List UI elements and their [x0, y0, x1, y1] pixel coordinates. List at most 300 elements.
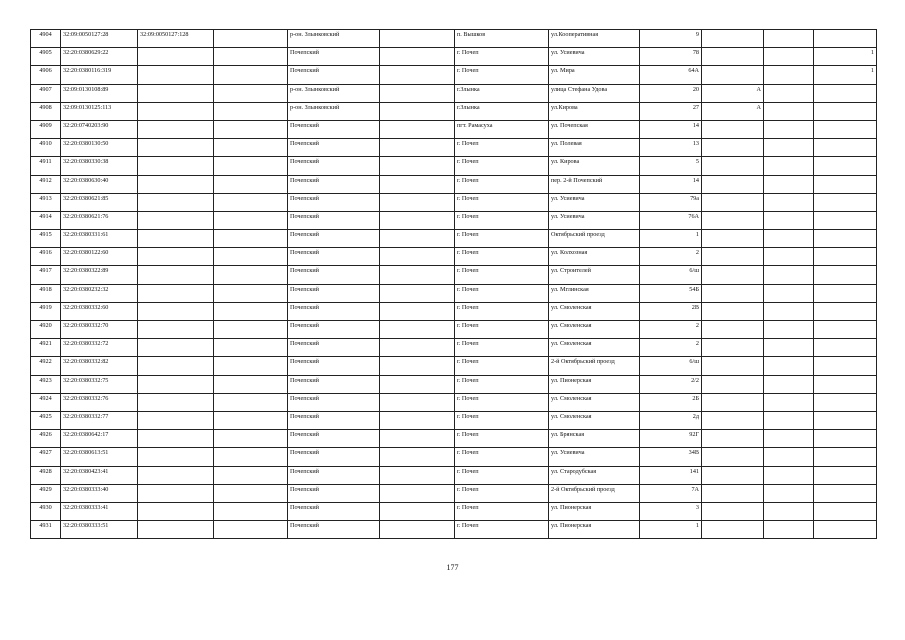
parent-cadastral-cell [138, 375, 214, 393]
cadastral-number-cell: 32:20:0380333:51 [61, 521, 138, 539]
empty-cell [380, 430, 455, 448]
locality-cell: г. Почеп [455, 502, 549, 520]
empty-cell [764, 230, 814, 248]
flag-cell [814, 157, 877, 175]
registry-table [30, 29, 877, 539]
cadastral-number-cell: 32:20:0380621:76 [61, 211, 138, 229]
empty-cell [214, 284, 288, 302]
street-cell: ул. Усиевича [549, 448, 640, 466]
empty-cell [380, 284, 455, 302]
empty-cell [764, 120, 814, 138]
empty-cell [764, 30, 814, 48]
empty-cell [214, 48, 288, 66]
parent-cadastral-cell [138, 193, 214, 211]
row-number-cell: 4914 [31, 211, 61, 229]
empty-cell [764, 411, 814, 429]
empty-cell [764, 248, 814, 266]
empty-cell [214, 466, 288, 484]
empty-cell [214, 102, 288, 120]
empty-cell [214, 393, 288, 411]
table-row [31, 502, 877, 520]
letter-cell [702, 284, 764, 302]
empty-cell [214, 521, 288, 539]
locality-cell: г. Почеп [455, 430, 549, 448]
flag-cell [814, 357, 877, 375]
empty-cell [764, 321, 814, 339]
empty-cell [764, 266, 814, 284]
house-number-cell: 27 [640, 102, 702, 120]
cadastral-number-cell: 32:20:0380332:72 [61, 339, 138, 357]
cadastral-number-cell: 32:09:0050127:28 [61, 30, 138, 48]
house-number-cell: 79а [640, 193, 702, 211]
row-number-cell: 4907 [31, 84, 61, 102]
parent-cadastral-cell [138, 84, 214, 102]
parent-cadastral-cell [138, 357, 214, 375]
row-number-cell: 4913 [31, 193, 61, 211]
district-cell: Почепский [288, 466, 380, 484]
district-cell: р-он. Злынковский [288, 102, 380, 120]
house-number-cell: 9 [640, 30, 702, 48]
flag-cell [814, 302, 877, 320]
flag-cell [814, 284, 877, 302]
empty-cell [380, 266, 455, 284]
house-number-cell: 78 [640, 48, 702, 66]
empty-cell [214, 157, 288, 175]
parent-cadastral-cell [138, 157, 214, 175]
empty-cell [764, 375, 814, 393]
empty-cell [214, 248, 288, 266]
empty-cell [764, 466, 814, 484]
district-cell: Почепский [288, 321, 380, 339]
table-row [31, 102, 877, 120]
table-row [31, 193, 877, 211]
house-number-cell: 34В [640, 448, 702, 466]
letter-cell [702, 430, 764, 448]
district-cell: Почепский [288, 430, 380, 448]
empty-cell [380, 30, 455, 48]
street-cell: ул. Стародубская [549, 466, 640, 484]
empty-cell [764, 211, 814, 229]
letter-cell [702, 230, 764, 248]
letter-cell [702, 393, 764, 411]
table-row [31, 66, 877, 84]
flag-cell [814, 211, 877, 229]
empty-cell [764, 393, 814, 411]
house-number-cell: 2 [640, 321, 702, 339]
district-cell: Почепский [288, 157, 380, 175]
street-cell: ул.Кооперативная [549, 30, 640, 48]
letter-cell [702, 48, 764, 66]
district-cell: Почепский [288, 175, 380, 193]
letter-cell [702, 357, 764, 375]
table-row [31, 393, 877, 411]
empty-cell [380, 193, 455, 211]
letter-cell [702, 466, 764, 484]
house-number-cell: 76А [640, 211, 702, 229]
cadastral-number-cell: 32:20:0380629:22 [61, 48, 138, 66]
street-cell: улица Стефана Удова [549, 84, 640, 102]
flag-cell [814, 120, 877, 138]
table-row [31, 321, 877, 339]
cadastral-number-cell: 32:20:0380332:75 [61, 375, 138, 393]
house-number-cell: 6/ш [640, 357, 702, 375]
house-number-cell: 54Б [640, 284, 702, 302]
table-row [31, 284, 877, 302]
empty-cell [380, 484, 455, 502]
street-cell: ул. Мглинская [549, 284, 640, 302]
row-number-cell: 4928 [31, 466, 61, 484]
house-number-cell: 2д [640, 411, 702, 429]
district-cell: Почепский [288, 211, 380, 229]
empty-cell [764, 175, 814, 193]
row-number-cell: 4930 [31, 502, 61, 520]
row-number-cell: 4925 [31, 411, 61, 429]
empty-cell [764, 502, 814, 520]
letter-cell [702, 175, 764, 193]
letter-cell [702, 157, 764, 175]
page-number: 177 [446, 563, 459, 572]
empty-cell [214, 30, 288, 48]
district-cell: Почепский [288, 139, 380, 157]
empty-cell [214, 302, 288, 320]
street-cell: Октябрьский проезд [549, 230, 640, 248]
cadastral-number-cell: 32:20:0380130:50 [61, 139, 138, 157]
flag-cell [814, 430, 877, 448]
cadastral-number-cell: 32:20:0380423:41 [61, 466, 138, 484]
flag-cell [814, 375, 877, 393]
letter-cell [702, 266, 764, 284]
table-row [31, 430, 877, 448]
empty-cell [764, 430, 814, 448]
letter-cell [702, 30, 764, 48]
parent-cadastral-cell [138, 139, 214, 157]
table-row [31, 175, 877, 193]
empty-cell [764, 302, 814, 320]
locality-cell: пгт. Рамасуха [455, 120, 549, 138]
empty-cell [764, 339, 814, 357]
cadastral-number-cell: 32:20:0380232:32 [61, 284, 138, 302]
empty-cell [214, 339, 288, 357]
table-row [31, 139, 877, 157]
letter-cell [702, 339, 764, 357]
empty-cell [380, 48, 455, 66]
flag-cell [814, 321, 877, 339]
parent-cadastral-cell [138, 339, 214, 357]
empty-cell [380, 66, 455, 84]
street-cell: ул. Пионерская [549, 502, 640, 520]
street-cell: ул. Пионерская [549, 375, 640, 393]
district-cell: Почепский [288, 339, 380, 357]
row-number-cell: 4926 [31, 430, 61, 448]
locality-cell: г. Почеп [455, 266, 549, 284]
district-cell: Почепский [288, 266, 380, 284]
cadastral-number-cell: 32:20:0380642:17 [61, 430, 138, 448]
street-cell: ул. Почепская [549, 120, 640, 138]
empty-cell [764, 357, 814, 375]
empty-cell [214, 266, 288, 284]
street-cell: ул. Строителей [549, 266, 640, 284]
cadastral-number-cell: 32:20:0380330:38 [61, 157, 138, 175]
empty-cell [764, 102, 814, 120]
row-number-cell: 4906 [31, 66, 61, 84]
parent-cadastral-cell [138, 430, 214, 448]
district-cell: Почепский [288, 248, 380, 266]
district-cell: Почепский [288, 375, 380, 393]
empty-cell [380, 248, 455, 266]
flag-cell [814, 175, 877, 193]
district-cell: Почепский [288, 66, 380, 84]
flag-cell [814, 84, 877, 102]
parent-cadastral-cell [138, 521, 214, 539]
letter-cell [702, 248, 764, 266]
row-number-cell: 4916 [31, 248, 61, 266]
street-cell: 2-й Октябрьский проезд [549, 484, 640, 502]
cadastral-number-cell: 32:20:0380322:89 [61, 266, 138, 284]
cadastral-number-cell: 32:20:0380613:51 [61, 448, 138, 466]
table-row [31, 466, 877, 484]
empty-cell [214, 448, 288, 466]
empty-cell [214, 66, 288, 84]
parent-cadastral-cell [138, 284, 214, 302]
district-cell: Почепский [288, 502, 380, 520]
street-cell: ул. Брянская [549, 430, 640, 448]
district-cell: Почепский [288, 393, 380, 411]
letter-cell [702, 484, 764, 502]
locality-cell: г. Почеп [455, 357, 549, 375]
district-cell: Почепский [288, 484, 380, 502]
empty-cell [380, 393, 455, 411]
empty-cell [380, 411, 455, 429]
table-row [31, 211, 877, 229]
house-number-cell: 92Г [640, 430, 702, 448]
street-cell: ул. Колхозная [549, 248, 640, 266]
cadastral-number-cell: 32:20:0380332:60 [61, 302, 138, 320]
letter-cell [702, 411, 764, 429]
row-number-cell: 4923 [31, 375, 61, 393]
empty-cell [764, 193, 814, 211]
street-cell: ул. Смоленская [549, 321, 640, 339]
empty-cell [214, 211, 288, 229]
table-row [31, 157, 877, 175]
row-number-cell: 4909 [31, 120, 61, 138]
empty-cell [380, 521, 455, 539]
street-cell: ул. Пионерская [549, 521, 640, 539]
locality-cell: г. Почеп [455, 411, 549, 429]
row-number-cell: 4920 [31, 321, 61, 339]
locality-cell: г. Почеп [455, 393, 549, 411]
house-number-cell: 3 [640, 502, 702, 520]
table-row [31, 375, 877, 393]
parent-cadastral-cell [138, 230, 214, 248]
empty-cell [214, 375, 288, 393]
row-number-cell: 4917 [31, 266, 61, 284]
row-number-cell: 4929 [31, 484, 61, 502]
empty-cell [380, 466, 455, 484]
district-cell: р-он. Злынковский [288, 84, 380, 102]
flag-cell: 1 [814, 48, 877, 66]
parent-cadastral-cell [138, 411, 214, 429]
row-number-cell: 4910 [31, 139, 61, 157]
empty-cell [764, 448, 814, 466]
cadastral-number-cell: 32:20:0380116:319 [61, 66, 138, 84]
row-number-cell: 4931 [31, 521, 61, 539]
flag-cell [814, 139, 877, 157]
flag-cell [814, 448, 877, 466]
locality-cell: г. Почеп [455, 66, 549, 84]
parent-cadastral-cell [138, 448, 214, 466]
house-number-cell: 2В [640, 302, 702, 320]
table-row [31, 484, 877, 502]
locality-cell: г. Почеп [455, 521, 549, 539]
cadastral-number-cell: 32:20:0380630:40 [61, 175, 138, 193]
street-cell: ул. Смоленская [549, 411, 640, 429]
house-number-cell: 2 [640, 248, 702, 266]
flag-cell [814, 502, 877, 520]
empty-cell [214, 84, 288, 102]
locality-cell: г. Почеп [455, 175, 549, 193]
flag-cell [814, 466, 877, 484]
flag-cell [814, 30, 877, 48]
parent-cadastral-cell: 32:09:0050127:128 [138, 30, 214, 48]
flag-cell [814, 248, 877, 266]
letter-cell [702, 375, 764, 393]
locality-cell: г. Почеп [455, 211, 549, 229]
letter-cell [702, 321, 764, 339]
table-row [31, 448, 877, 466]
cadastral-number-cell: 32:20:0380332:70 [61, 321, 138, 339]
cadastral-number-cell: 32:20:0380332:76 [61, 393, 138, 411]
empty-cell [380, 211, 455, 229]
empty-cell [380, 448, 455, 466]
cadastral-number-cell: 32:20:0380122:60 [61, 248, 138, 266]
empty-cell [214, 120, 288, 138]
house-number-cell: 13 [640, 139, 702, 157]
street-cell: ул. Смоленская [549, 393, 640, 411]
parent-cadastral-cell [138, 248, 214, 266]
row-number-cell: 4919 [31, 302, 61, 320]
empty-cell [214, 502, 288, 520]
flag-cell [814, 102, 877, 120]
flag-cell [814, 193, 877, 211]
house-number-cell: 2 [640, 339, 702, 357]
house-number-cell: 141 [640, 466, 702, 484]
locality-cell: г. Почеп [455, 230, 549, 248]
parent-cadastral-cell [138, 321, 214, 339]
table-row [31, 357, 877, 375]
empty-cell [214, 321, 288, 339]
district-cell: Почепский [288, 48, 380, 66]
row-number-cell: 4912 [31, 175, 61, 193]
row-number-cell: 4904 [31, 30, 61, 48]
house-number-cell: 2/2 [640, 375, 702, 393]
locality-cell: п. Вышков [455, 30, 549, 48]
empty-cell [380, 321, 455, 339]
street-cell: ул. Мира [549, 66, 640, 84]
parent-cadastral-cell [138, 484, 214, 502]
street-cell: 2-й Октябрьский проезд [549, 357, 640, 375]
locality-cell: г. Почеп [455, 484, 549, 502]
parent-cadastral-cell [138, 393, 214, 411]
street-cell: пер. 2-й Почепский [549, 175, 640, 193]
house-number-cell: 7А [640, 484, 702, 502]
letter-cell [702, 120, 764, 138]
row-number-cell: 4921 [31, 339, 61, 357]
table-row [31, 411, 877, 429]
street-cell: ул. Усиевича [549, 48, 640, 66]
letter-cell: А [702, 102, 764, 120]
locality-cell: г. Почеп [455, 48, 549, 66]
parent-cadastral-cell [138, 66, 214, 84]
flag-cell [814, 266, 877, 284]
empty-cell [380, 502, 455, 520]
house-number-cell: 14 [640, 175, 702, 193]
empty-cell [380, 357, 455, 375]
empty-cell [214, 430, 288, 448]
row-number-cell: 4911 [31, 157, 61, 175]
empty-cell [380, 339, 455, 357]
flag-cell [814, 484, 877, 502]
locality-cell: г. Почеп [455, 139, 549, 157]
street-cell: ул.Кирова [549, 102, 640, 120]
row-number-cell: 4922 [31, 357, 61, 375]
empty-cell [764, 521, 814, 539]
table-row [31, 30, 877, 48]
house-number-cell: 2Б [640, 393, 702, 411]
table-row [31, 521, 877, 539]
locality-cell: г. Почеп [455, 284, 549, 302]
row-number-cell: 4908 [31, 102, 61, 120]
cadastral-number-cell: 32:09:0130108:89 [61, 84, 138, 102]
district-cell: Почепский [288, 448, 380, 466]
table-row [31, 120, 877, 138]
locality-cell: г. Почеп [455, 302, 549, 320]
cadastral-number-cell: 32:20:0380332:77 [61, 411, 138, 429]
locality-cell: г. Почеп [455, 157, 549, 175]
flag-cell: 1 [814, 66, 877, 84]
flag-cell [814, 230, 877, 248]
empty-cell [764, 484, 814, 502]
house-number-cell: 6/ш [640, 266, 702, 284]
street-cell: ул. Кирова [549, 157, 640, 175]
table-row [31, 84, 877, 102]
district-cell: Почепский [288, 193, 380, 211]
house-number-cell: 64А [640, 66, 702, 84]
street-cell: ул. Смоленская [549, 302, 640, 320]
letter-cell [702, 193, 764, 211]
parent-cadastral-cell [138, 266, 214, 284]
table-row [31, 302, 877, 320]
parent-cadastral-cell [138, 120, 214, 138]
locality-cell: г. Почеп [455, 248, 549, 266]
row-number-cell: 4915 [31, 230, 61, 248]
locality-cell: г. Почеп [455, 448, 549, 466]
parent-cadastral-cell [138, 302, 214, 320]
table-body [31, 30, 877, 539]
letter-cell [702, 139, 764, 157]
street-cell: ул. Усиевича [549, 193, 640, 211]
district-cell: р-он. Злынковский [288, 30, 380, 48]
empty-cell [214, 230, 288, 248]
district-cell: Почепский [288, 357, 380, 375]
locality-cell: г. Почеп [455, 466, 549, 484]
empty-cell [764, 48, 814, 66]
letter-cell [702, 302, 764, 320]
parent-cadastral-cell [138, 211, 214, 229]
letter-cell [702, 448, 764, 466]
table-row [31, 230, 877, 248]
street-cell: ул. Усиевича [549, 211, 640, 229]
empty-cell [764, 139, 814, 157]
